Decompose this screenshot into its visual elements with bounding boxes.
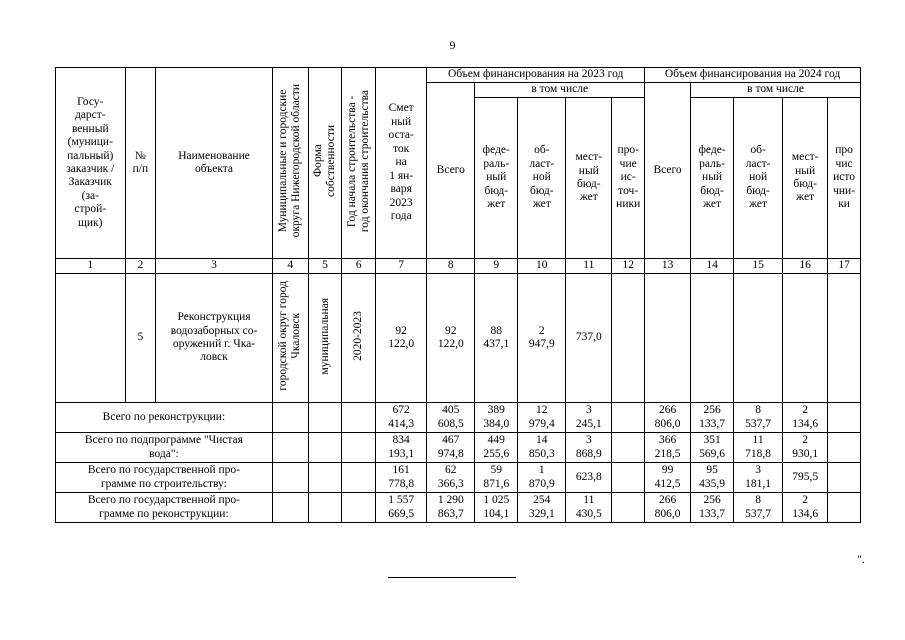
total-2023-value: 59 871,6 <box>475 463 518 493</box>
header-years: Год начала строительства - год окончания строительства <box>342 68 376 259</box>
total-years <box>342 403 376 433</box>
object-number: 5 <box>125 274 156 403</box>
total-estimate: 1 557 669,5 <box>376 493 427 523</box>
header-including-2023: в том числе <box>475 83 645 98</box>
total-2023-value: 254 329,1 <box>518 493 566 523</box>
column-number-row <box>56 259 861 274</box>
column-number-cell: 16 <box>783 259 828 274</box>
total-estimate: 161 778,8 <box>376 463 427 493</box>
object-years: 2020-2023 <box>342 274 376 403</box>
header-regional-2023: об- ласт- ной бюд- жет <box>518 98 566 259</box>
header-district: Муниципальные и городские округа Нижегородской области <box>272 68 308 259</box>
header-regional-2024: об- ласт- ной бюд- жет <box>734 98 783 259</box>
total-2024-value: 11 718,8 <box>734 433 783 463</box>
column-number-cell: 8 <box>427 259 475 274</box>
header-number: № п/п <box>125 68 156 259</box>
object-2024-regional <box>734 274 783 403</box>
column-number-cell: 15 <box>734 259 783 274</box>
total-label: Всего по реконструкции: <box>56 403 273 433</box>
column-number-cell: 13 <box>645 259 691 274</box>
total-ownership <box>308 463 342 493</box>
header-row-1 <box>56 68 861 83</box>
column-number-cell: 3 <box>156 259 273 274</box>
total-row <box>56 403 861 433</box>
total-2024-value: 795,5 <box>783 463 828 493</box>
object-2023-federal: 88 437,1 <box>475 274 518 403</box>
total-2024-value: 351 569,6 <box>691 433 734 463</box>
header-estimate: Смет ный оста- ток на 1 ян- варя 2023 года <box>376 68 427 259</box>
total-row <box>56 433 861 463</box>
object-district: городской округ город Чкаловск <box>272 274 308 403</box>
total-2023-value: 3 868,9 <box>566 433 612 463</box>
total-label: Всего по государственной про- грамме по реконструкции: <box>56 493 273 523</box>
total-ownership <box>308 493 342 523</box>
page-number: 9 <box>449 38 456 52</box>
object-2023-regional: 2 947,9 <box>518 274 566 403</box>
total-2024-value <box>828 463 861 493</box>
object-estimate: 92 122,0 <box>376 274 427 403</box>
total-2024-value: 266 806,0 <box>645 403 691 433</box>
total-2023-value: 467 974,8 <box>427 433 475 463</box>
object-row <box>56 274 861 403</box>
total-years <box>342 493 376 523</box>
total-estimate: 672 414,3 <box>376 403 427 433</box>
total-label: Всего по подпрограмме "Чистая вода": <box>56 433 273 463</box>
total-2024-value: 256 133,7 <box>691 493 734 523</box>
total-2023-value: 12 979,4 <box>518 403 566 433</box>
header-federal-2023: феде- раль- ный бюд- жет <box>475 98 518 259</box>
total-2024-value: 95 435,9 <box>691 463 734 493</box>
total-2023-value: 389 384,0 <box>475 403 518 433</box>
column-number-cell: 4 <box>272 259 308 274</box>
end-quote-mark: ". <box>857 552 865 566</box>
total-2024-value: 2 134,6 <box>783 403 828 433</box>
column-number-cell: 5 <box>308 259 342 274</box>
total-ownership <box>308 403 342 433</box>
total-2024-value: 256 133,7 <box>691 403 734 433</box>
header-local-2023: мест- ный бюд- жет <box>566 98 612 259</box>
header-federal-2024: феде- раль- ный бюд- жет <box>691 98 734 259</box>
total-row <box>56 493 861 523</box>
object-2024-local <box>783 274 828 403</box>
total-2024-value: 2 134,6 <box>783 493 828 523</box>
total-2023-value: 623,8 <box>566 463 612 493</box>
total-2023-value: 14 850,3 <box>518 433 566 463</box>
column-number-cell: 1 <box>56 259 126 274</box>
total-row <box>56 463 861 493</box>
footnote-separator <box>388 577 516 578</box>
column-number-cell: 2 <box>125 259 156 274</box>
column-number-cell: 12 <box>612 259 645 274</box>
object-2023-other <box>612 274 645 403</box>
header-local-2024: мест- ный бюд- жет <box>783 98 828 259</box>
header-customer: Госу- дарст- венный (муници- пальный) заказчик / Заказчик (за- строй- щик) <box>56 68 126 259</box>
total-2023-value <box>612 493 645 523</box>
total-2023-value: 449 255,6 <box>475 433 518 463</box>
total-district <box>272 463 308 493</box>
object-ownership: муниципальная <box>308 274 342 403</box>
total-2024-value: 3 181,1 <box>734 463 783 493</box>
total-2024-value <box>828 433 861 463</box>
object-2024-federal <box>691 274 734 403</box>
total-2023-value <box>612 463 645 493</box>
total-2024-value: 2 930,1 <box>783 433 828 463</box>
financing-table <box>55 67 861 523</box>
total-2023-value: 405 608,5 <box>427 403 475 433</box>
total-estimate: 834 193,1 <box>376 433 427 463</box>
total-2024-value: 266 806,0 <box>645 493 691 523</box>
header-total-2024: Всего <box>645 83 691 259</box>
header-including-2024: в том числе <box>691 83 861 98</box>
total-2023-value: 3 245,1 <box>566 403 612 433</box>
total-ownership <box>308 433 342 463</box>
column-number-cell: 17 <box>828 259 861 274</box>
total-years <box>342 433 376 463</box>
total-district <box>272 433 308 463</box>
header-other-2024: про чис исто чни- ки <box>828 98 861 259</box>
total-2023-value: 1 870,9 <box>518 463 566 493</box>
object-2024-other <box>828 274 861 403</box>
header-object-name: Наименование объекта <box>156 68 273 259</box>
header-ownership: Форма собственности <box>308 68 342 259</box>
total-2024-value: 8 537,7 <box>734 403 783 433</box>
total-2024-value <box>828 403 861 433</box>
total-2023-value <box>612 403 645 433</box>
column-number-cell: 11 <box>566 259 612 274</box>
header-other-2023: про- чие ис- точ- ники <box>612 98 645 259</box>
total-2023-value: 62 366,3 <box>427 463 475 493</box>
total-2024-value: 366 218,5 <box>645 433 691 463</box>
total-2023-value: 11 430,5 <box>566 493 612 523</box>
column-number-cell: 6 <box>342 259 376 274</box>
column-number-cell: 7 <box>376 259 427 274</box>
column-number-cell: 14 <box>691 259 734 274</box>
column-number-cell: 10 <box>518 259 566 274</box>
object-2023-local: 737,0 <box>566 274 612 403</box>
total-2024-value: 99 412,5 <box>645 463 691 493</box>
object-2023-total: 92 122,0 <box>427 274 475 403</box>
total-district <box>272 493 308 523</box>
total-label: Всего по государственной про- грамме по строительству: <box>56 463 273 493</box>
column-number-cell: 9 <box>475 259 518 274</box>
header-funding-2024: Объем финансирования на 2024 год <box>645 68 861 83</box>
total-years <box>342 463 376 493</box>
total-2024-value: 8 537,7 <box>734 493 783 523</box>
total-2024-value <box>828 493 861 523</box>
object-2024-total <box>645 274 691 403</box>
header-funding-2023: Объем финансирования на 2023 год <box>427 68 645 83</box>
header-total-2023: Всего <box>427 83 475 259</box>
total-2023-value <box>612 433 645 463</box>
total-district <box>272 403 308 433</box>
object-name: Реконструкция водозаборных со- оружений г. Чка- ловск <box>156 274 273 403</box>
total-2023-value: 1 290 863,7 <box>427 493 475 523</box>
object-customer <box>56 274 126 403</box>
total-2023-value: 1 025 104,1 <box>475 493 518 523</box>
